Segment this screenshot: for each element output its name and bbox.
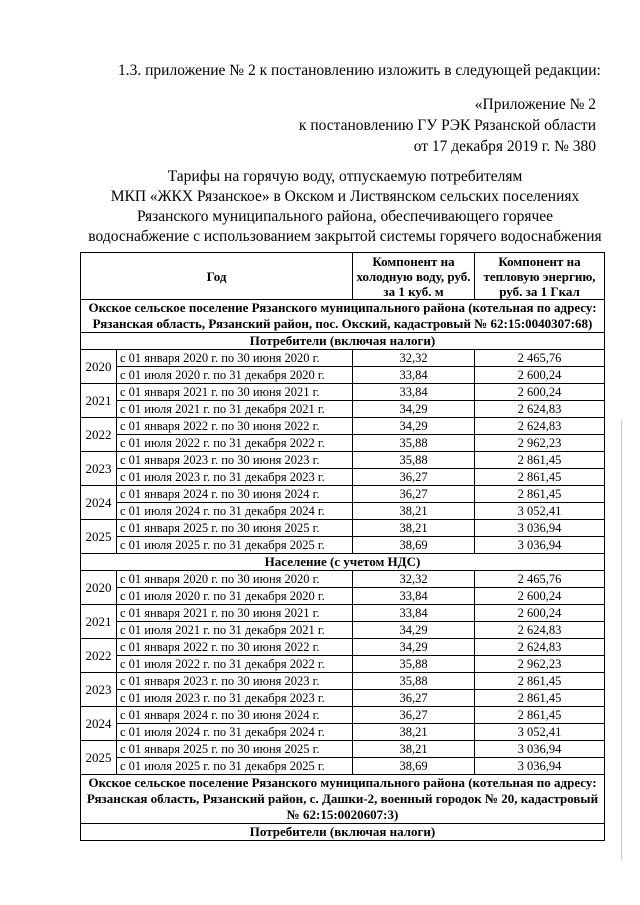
heat-energy-cell: 3 036,94 — [475, 537, 605, 554]
cold-water-cell: 38,69 — [353, 537, 475, 554]
table-row — [81, 690, 605, 707]
cold-water-cell: 36,27 — [353, 707, 475, 724]
year-cell: 2020 — [81, 350, 117, 384]
heat-energy-cell: 2 861,45 — [475, 707, 605, 724]
title-line: Тарифы на горячую воду, отпускаемую потребителям — [167, 168, 523, 185]
cold-water-cell: 38,21 — [353, 503, 475, 520]
year-cell: 2025 — [81, 520, 117, 554]
cold-water-cell: 34,29 — [353, 639, 475, 656]
table-body — [81, 300, 605, 841]
table-row — [81, 639, 605, 656]
period-cell: с 01 июля 2025 г. по 31 декабря 2025 г. — [117, 758, 353, 775]
table-row — [81, 469, 605, 486]
heat-energy-cell: 3 036,94 — [475, 741, 605, 758]
period-cell: с 01 июля 2022 г. по 31 декабря 2022 г. — [117, 656, 353, 673]
table-row — [81, 758, 605, 775]
cold-water-cell: 35,88 — [353, 656, 475, 673]
table-row — [81, 656, 605, 673]
heat-energy-cell: 3 036,94 — [475, 520, 605, 537]
period-cell: с 01 июля 2024 г. по 31 декабря 2024 г. — [117, 503, 353, 520]
appendix-date: от 17 декабря 2019 г. № 380 — [413, 138, 596, 155]
cold-water-cell: 36,27 — [353, 469, 475, 486]
period-cell: с 01 января 2023 г. по 30 июня 2023 г. — [117, 673, 353, 690]
cold-water-cell: 33,84 — [353, 588, 475, 605]
table-row — [81, 367, 605, 384]
section-heading: Окское сельское поселение Рязанского муниципального района (котельная по адресу: Рязанская область, Рязанский район, с. Дашки-2, военный городок № 20, кадастровый № 62:15:0020607:3) — [81, 775, 605, 824]
cold-water-cell: 38,21 — [353, 724, 475, 741]
period-cell: с 01 июля 2020 г. по 31 декабря 2020 г. — [117, 588, 353, 605]
heat-energy-cell: 2 962,23 — [475, 435, 605, 452]
heat-energy-cell: 3 052,41 — [475, 724, 605, 741]
heat-energy-cell: 2 624,83 — [475, 622, 605, 639]
table-row — [81, 605, 605, 622]
heat-energy-cell: 2 861,45 — [475, 469, 605, 486]
table-row — [81, 622, 605, 639]
group-heading-consumers: Потребители (включая налоги) — [81, 333, 605, 350]
table-row — [81, 401, 605, 418]
cold-water-cell: 35,88 — [353, 435, 475, 452]
period-cell: с 01 июля 2023 г. по 31 декабря 2023 г. — [117, 690, 353, 707]
cold-water-cell: 32,32 — [353, 571, 475, 588]
section-heading: Окское сельское поселение Рязанского муниципального района (котельная по адресу: Рязанская область, Рязанский район, пос. Окский, кадастровый № 62:15:0040307:68) — [81, 300, 605, 333]
heat-energy-cell: 2 624,83 — [475, 418, 605, 435]
header-heat-energy: Компонент на тепловую энергию, руб. за 1 Гкал — [475, 253, 605, 300]
heat-energy-cell: 2 600,24 — [475, 605, 605, 622]
scan-edge-line — [621, 420, 622, 860]
period-cell: с 01 января 2025 г. по 30 июня 2025 г. — [117, 520, 353, 537]
group-heading-consumers: Потребители (включая налоги) — [81, 824, 605, 841]
cold-water-cell: 33,84 — [353, 367, 475, 384]
period-cell: с 01 января 2023 г. по 30 июня 2023 г. — [117, 452, 353, 469]
year-cell: 2023 — [81, 673, 117, 707]
heat-energy-cell: 2 600,24 — [475, 367, 605, 384]
cold-water-cell: 35,88 — [353, 452, 475, 469]
heat-energy-cell: 2 861,45 — [475, 690, 605, 707]
cold-water-cell: 38,21 — [353, 520, 475, 537]
cold-water-cell: 32,32 — [353, 350, 475, 367]
period-cell: с 01 июля 2020 г. по 31 декабря 2020 г. — [117, 367, 353, 384]
period-cell: с 01 января 2022 г. по 30 июня 2022 г. — [117, 639, 353, 656]
period-cell: с 01 июля 2024 г. по 31 декабря 2024 г. — [117, 724, 353, 741]
heat-energy-cell: 2 600,24 — [475, 588, 605, 605]
table-row — [81, 673, 605, 690]
header-cold-water: Компонент на холодную воду, руб. за 1 куб. м — [353, 253, 475, 300]
table-row — [81, 724, 605, 741]
cold-water-cell: 38,21 — [353, 741, 475, 758]
cold-water-cell: 33,84 — [353, 384, 475, 401]
heat-energy-cell: 2 600,24 — [475, 384, 605, 401]
period-cell: с 01 июля 2023 г. по 31 декабря 2023 г. — [117, 469, 353, 486]
table-row — [81, 486, 605, 503]
appendix-number: «Приложение № 2 — [474, 96, 596, 113]
table-row — [81, 537, 605, 554]
heat-energy-cell: 2 861,45 — [475, 452, 605, 469]
title-line: Рязанского муниципального района, обеспечивающего горячее — [136, 208, 554, 225]
cold-water-cell: 34,29 — [353, 622, 475, 639]
year-cell: 2021 — [81, 605, 117, 639]
table-row — [81, 520, 605, 537]
table-row — [81, 435, 605, 452]
year-cell: 2022 — [81, 418, 117, 452]
heat-energy-cell: 2 624,83 — [475, 639, 605, 656]
document-title — [80, 167, 610, 247]
heat-energy-cell: 2 624,83 — [475, 401, 605, 418]
period-cell: с 01 января 2024 г. по 30 июня 2024 г. — [117, 486, 353, 503]
period-cell: с 01 июля 2022 г. по 31 декабря 2022 г. — [117, 435, 353, 452]
cold-water-cell: 36,27 — [353, 690, 475, 707]
period-cell: с 01 января 2021 г. по 30 июня 2021 г. — [117, 384, 353, 401]
table-row — [81, 588, 605, 605]
table-row — [81, 452, 605, 469]
heat-energy-cell: 2 962,23 — [475, 656, 605, 673]
cold-water-cell: 38,69 — [353, 758, 475, 775]
year-cell: 2025 — [81, 741, 117, 775]
header-year: Год — [81, 253, 353, 300]
period-cell: с 01 января 2020 г. по 30 июня 2020 г. — [117, 571, 353, 588]
cold-water-cell: 36,27 — [353, 486, 475, 503]
table-row — [81, 707, 605, 724]
cold-water-cell: 35,88 — [353, 673, 475, 690]
period-cell: с 01 января 2020 г. по 30 июня 2020 г. — [117, 350, 353, 367]
table-row — [81, 741, 605, 758]
table-row — [81, 350, 605, 367]
heat-energy-cell: 2 861,45 — [475, 673, 605, 690]
table-row — [81, 571, 605, 588]
year-cell: 2022 — [81, 639, 117, 673]
table-row — [81, 503, 605, 520]
period-cell: с 01 января 2022 г. по 30 июня 2022 г. — [117, 418, 353, 435]
year-cell: 2021 — [81, 384, 117, 418]
cold-water-cell: 33,84 — [353, 605, 475, 622]
tariff-table — [80, 252, 605, 841]
intro-paragraph: 1.3. приложение № 2 к постановлению изложить в следующей редакции: — [118, 62, 601, 79]
heat-energy-cell: 3 036,94 — [475, 758, 605, 775]
title-line: водоснабжение с использованием закрытой системы горячего водоснабжения — [88, 228, 602, 245]
cold-water-cell: 34,29 — [353, 418, 475, 435]
appendix-resolution: к постановлению ГУ РЭК Рязанской области — [298, 117, 596, 134]
title-line: МКП «ЖКХ Рязанское» в Окском и Листвянском сельских поселениях — [110, 188, 580, 205]
year-cell: 2024 — [81, 486, 117, 520]
year-cell: 2023 — [81, 452, 117, 486]
heat-energy-cell: 2 861,45 — [475, 486, 605, 503]
period-cell: с 01 июля 2021 г. по 31 декабря 2021 г. — [117, 401, 353, 418]
period-cell: с 01 июля 2021 г. по 31 декабря 2021 г. — [117, 622, 353, 639]
year-cell: 2024 — [81, 707, 117, 741]
period-cell: с 01 января 2021 г. по 30 июня 2021 г. — [117, 605, 353, 622]
heat-energy-cell: 3 052,41 — [475, 503, 605, 520]
cold-water-cell: 34,29 — [353, 401, 475, 418]
year-cell: 2020 — [81, 571, 117, 605]
heat-energy-cell: 2 465,76 — [475, 571, 605, 588]
period-cell: с 01 июля 2025 г. по 31 декабря 2025 г. — [117, 537, 353, 554]
period-cell: с 01 января 2025 г. по 30 июня 2025 г. — [117, 741, 353, 758]
table-row — [81, 384, 605, 401]
group-heading-population: Население (с учетом НДС) — [81, 554, 605, 571]
period-cell: с 01 января 2024 г. по 30 июня 2024 г. — [117, 707, 353, 724]
heat-energy-cell: 2 465,76 — [475, 350, 605, 367]
table-row — [81, 418, 605, 435]
